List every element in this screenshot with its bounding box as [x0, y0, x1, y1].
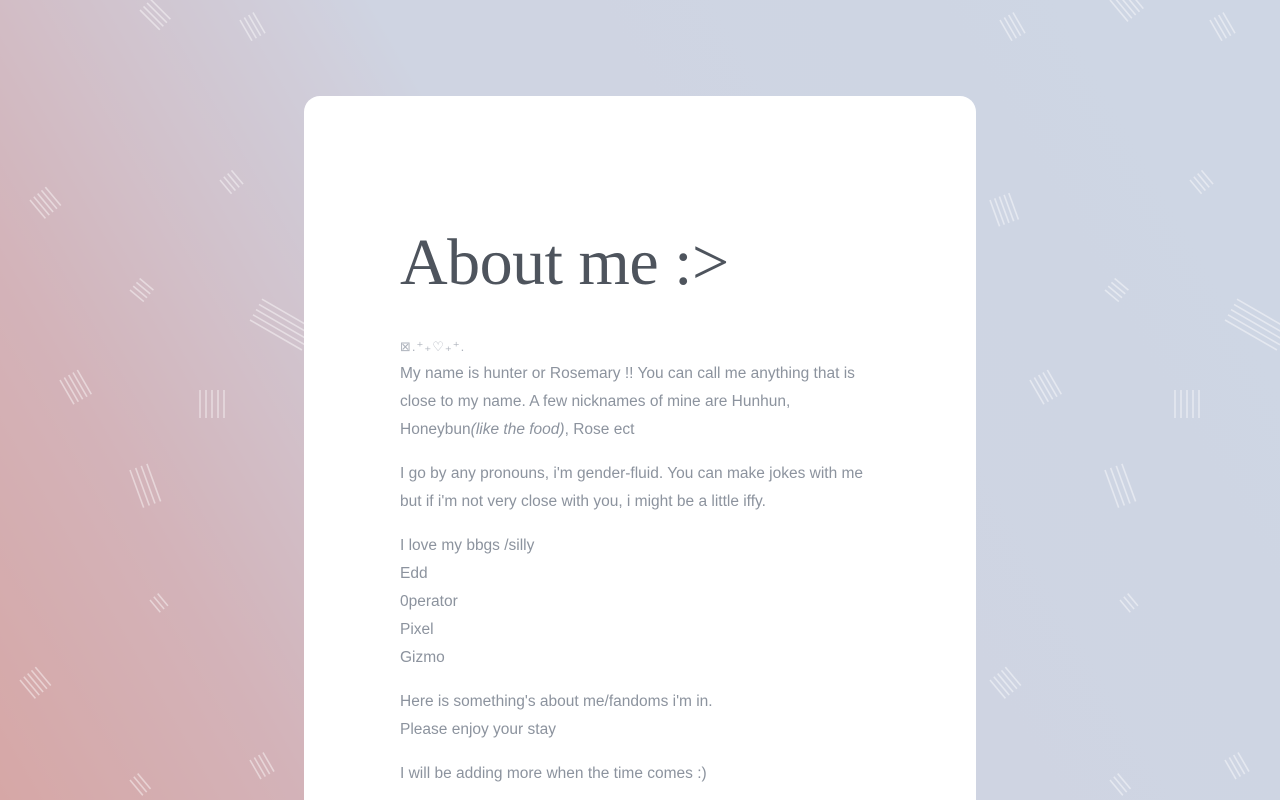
bbg-name: Pixel — [400, 621, 434, 638]
bbg-name: Edd — [400, 565, 428, 582]
bbgs-paragraph — [400, 532, 880, 672]
fandoms-paragraph — [400, 688, 880, 744]
page-title: About me :> — [400, 226, 729, 299]
adding-more-paragraph: I will be adding more when the time comes :) — [400, 765, 707, 782]
bbg-name: 0perator — [400, 593, 458, 610]
intro-text-end: , Rose ect — [564, 421, 635, 438]
decorative-divider: ⊠.⁺₊⁣⁣⁣⁣⁣⁣⁣⁣⁣⁣⁣⁣⁣⁣⁣⁣♡⁣⁣⁣⁣⁣⁣⁣⁣⁣⁣⁣⁣⁣⁣⁣⁣₊⁺. ⁣ — [400, 339, 470, 354]
enjoy-stay-line: Please enjoy your stay — [400, 721, 556, 738]
about-card — [304, 96, 976, 800]
fandoms-line: Here is something's about me/fandoms i'm in. — [400, 693, 713, 710]
intro-paragraph — [400, 360, 880, 444]
intro-text: My name is hunter or Rosemary !! You can call me anything that is close to my name. A few nicknames of mine are Hunhun, Honeybun — [400, 365, 855, 438]
bbg-name: Gizmo — [400, 649, 445, 666]
intro-italic-text: (like the food) — [470, 421, 565, 438]
bbgs-heading: I love my bbgs /silly — [400, 537, 535, 554]
pronouns-paragraph: I go by any pronouns, i'm gender-fluid. You can make jokes with me but if i'm not very close with you, i might be a little iffy. — [400, 465, 864, 510]
about-content — [400, 220, 880, 788]
